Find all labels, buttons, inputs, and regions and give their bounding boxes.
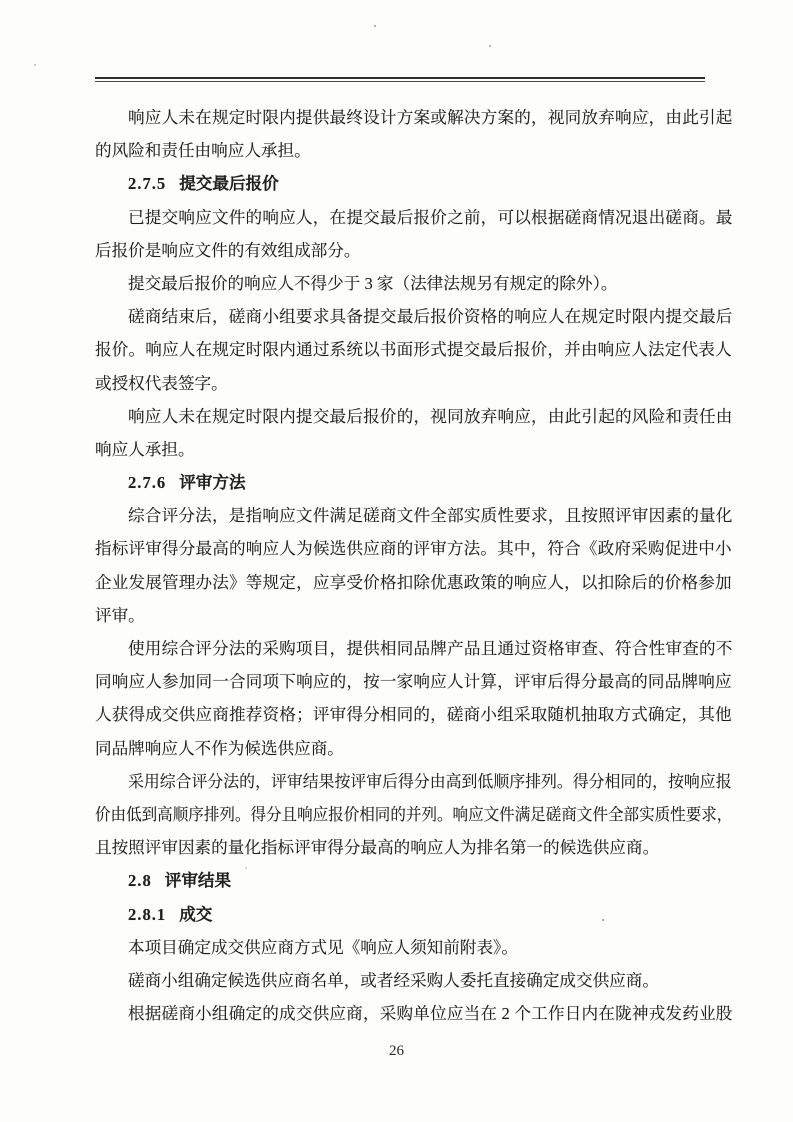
text-line (95, 997, 732, 1030)
line-text: 磋商小组确定候选供应商名单，或者经采购人委托直接确定成交供应商。 (128, 970, 659, 990)
section-heading (95, 864, 732, 897)
line-text: 评审。 (95, 605, 145, 625)
heading-title: 提交最后报价 (179, 174, 279, 194)
heading-number: 2.8.1 (128, 904, 167, 924)
text-line (95, 665, 732, 698)
text-line (95, 532, 732, 565)
scan-speck (34, 64, 36, 66)
text-line (95, 964, 732, 997)
heading-number: 2.7.5 (128, 174, 167, 194)
text-line (95, 234, 732, 267)
line-text: 磋商结束后，磋商小组要求具备提交最后报价资格的响应人在规定时限内提交最后 (128, 307, 733, 327)
text-line (95, 798, 732, 831)
heading-number: 2.8 (128, 871, 152, 891)
scan-speck (374, 25, 376, 27)
text-line (95, 599, 732, 632)
section-heading (95, 898, 732, 931)
line-text: 或授权代表签字。 (95, 373, 228, 393)
text-line (95, 433, 732, 466)
text-line (95, 632, 732, 665)
scan-speck (245, 867, 247, 869)
section-heading (95, 167, 732, 200)
line-text: 后报价是响应文件的有效组成部分。 (95, 240, 361, 260)
text-line (95, 267, 732, 300)
document-body (95, 101, 732, 1030)
line-text: 的风险和责任由响应人承担。 (95, 141, 311, 161)
line-text: 根据磋商小组确定的成交供应商，采购单位应当在 2 个工作日内在陇神戎发药业股 (128, 1004, 733, 1024)
heading-title: 评审方法 (179, 473, 246, 493)
text-line (95, 367, 732, 400)
text-line (95, 499, 732, 532)
page-number: 26 (389, 1043, 404, 1059)
text-line (95, 333, 732, 366)
line-text: 价由低到高顺序排列。得分且响应报价相同的并列。响应文件满足磋商文件全部实质性要求， (95, 804, 733, 824)
line-text: 本项目确定成交供应商方式见《响应人须知前附表》。 (128, 937, 518, 957)
line-text: 同响应人参加同一合同项下响应的，按一家响应人计算，评审后得分最高的同品牌响应 (95, 672, 732, 692)
section-heading (95, 466, 732, 499)
scan-speck (602, 919, 604, 921)
text-line (95, 566, 732, 599)
line-text: 响应人未在规定时限内提交最后报价的，视同放弃响应，由此引起的风险和责任由 (128, 406, 733, 426)
line-text: 使用综合评分法的采购项目，提供相同品牌产品且通过资格审查、符合性审查的不 (128, 639, 733, 658)
line-text: 采用综合评分法的，评审结果按评审后得分由高到低顺序排列。得分相同的，按响应报 (128, 771, 732, 791)
text-line (95, 134, 732, 167)
scan-speck (489, 45, 491, 47)
line-text: 响应人未在规定时限内提供最终设计方案或解决方案的，视同放弃响应，由此引起 (128, 108, 733, 127)
text-line (95, 101, 732, 134)
text-line (95, 931, 732, 964)
text-line (95, 300, 732, 333)
text-line (95, 732, 732, 765)
line-text: 综合评分法，是指响应文件满足磋商文件全部实质性要求，且按照评审因素的量化 (128, 506, 733, 526)
text-line (95, 765, 732, 798)
heading-title: 评审结果 (164, 871, 232, 891)
text-line (95, 831, 732, 864)
line-text: 报价。响应人在规定时限内通过系统以书面形式提交最后报价，并由响应人法定代表人 (95, 340, 732, 360)
scan-speck (688, 426, 690, 428)
scan-speck (647, 112, 649, 114)
text-line (95, 400, 732, 433)
line-text: 人获得成交供应商推荐资格；评审得分相同的，磋商小组采取随机抽取方式确定，其他 (95, 705, 732, 725)
line-text: 指标评审得分最高的响应人为候选供应商的评审方法。其中，符合《政府采购促进中小 (95, 539, 732, 559)
line-text: 企业发展管理办法》等规定，应享受价格扣除优惠政策的响应人，以扣除后的价格参加 (95, 572, 732, 592)
line-text: 同品牌响应人不作为候选供应商。 (95, 738, 344, 758)
line-text: 响应人承担。 (95, 439, 195, 459)
heading-number: 2.7.6 (128, 473, 167, 493)
heading-title: 成交 (179, 904, 213, 924)
line-text: 已提交响应文件的响应人，在提交最后报价之前，可以根据磋商情况退出磋商。最 (128, 207, 733, 227)
text-line (95, 201, 732, 234)
line-text: 提交最后报价的响应人不得少于 3 家（法律法规另有规定的除外）。 (128, 273, 618, 293)
header-rule (95, 77, 705, 82)
line-text: 且按照评审因素的量化指标评审得分最高的响应人为排名第一的候选供应商。 (95, 838, 660, 858)
text-line (95, 698, 732, 731)
